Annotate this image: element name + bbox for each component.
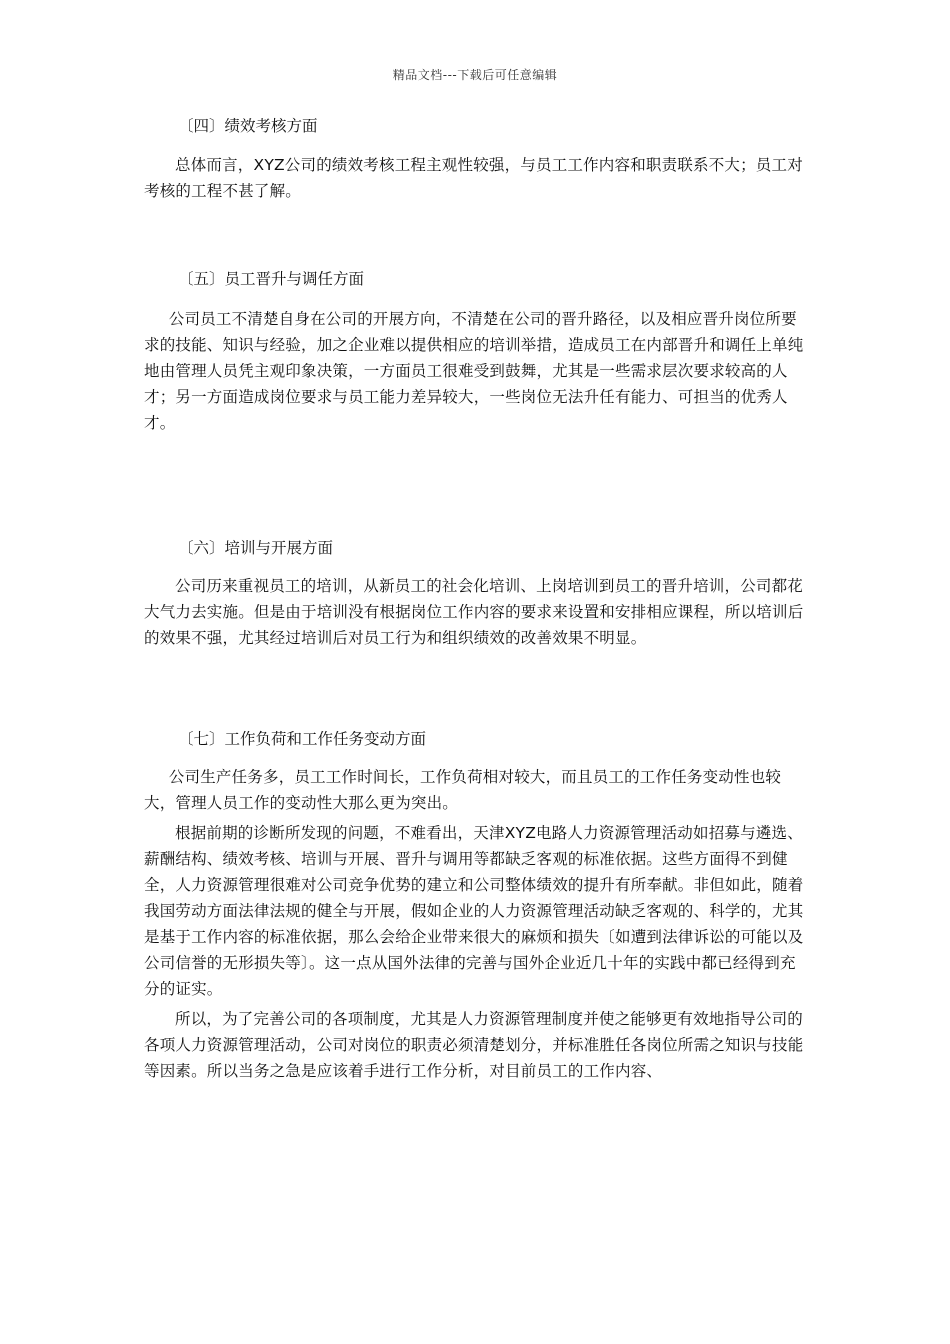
section-heading-4: 〔四〕绩效考核方面: [178, 117, 318, 135]
section-heading-6: 〔六〕培训与开展方面: [178, 539, 334, 557]
paragraph: 公司员工不清楚自身在公司的开展方向，不清楚在公司的晋升路径，以及相应晋升岗位所要求的技能、知识与经验，加之企业难以提供相应的培训举措，造成员工在内部晋升和调任上单纯地由管理人员凭主观印象决策，一方面员工很难受到鼓舞，尤其是一些需求层次要求较高的人才；另一方面造成岗位要求与员工能力差异较大，一些岗位无法升任有能力、可担当的优秀人才。: [144, 310, 804, 432]
paragraph: 所以，为了完善公司的各项制度，尤其是人力资源管理制度并使之能够更有效地指导公司的各项人力资源管理活动，公司对岗位的职责必须清楚划分，并标准胜任各岗位所需之知识与技能等因素。所以当务之急是应该着手进行工作分析，对目前员工的工作内容、: [144, 1010, 804, 1080]
section-body-4: [144, 152, 809, 204]
paragraph: 根据前期的诊断所发现的问题，不难看出，天津XYZ电路人力资源管理活动如招募与遴选、薪酬结构、绩效考核、培训与开展、晋升与调用等都缺乏客观的标准依据。这些方面得不到健全，人力资源管理很难对公司竞争优势的建立和公司整体绩效的提升有所奉献。非但如此，随着我国劳动方面法律法规的健全与开展，假如企业的人力资源管理活动缺乏客观的、科学的，尤其是基于工作内容的标准依据，那么会给企业带来很大的麻烦和损失〔如遭到法律诉讼的可能以及公司信誉的无形损失等〕。这一点从国外法律的完善与国外企业近几十年的实践中都已经得到充分的证实。: [144, 824, 804, 998]
section-heading-7: 〔七〕工作负荷和工作任务变动方面: [178, 730, 427, 748]
paragraph: 公司历来重视员工的培训，从新员工的社会化培训、上岗培训到员工的晋升培训，公司都花大气力去实施。但是由于培训没有根据岗位工作内容的要求来设置和安排相应课程，所以培训后的效果不强，尤其经过培训后对员工行为和组织绩效的改善效果不明显。: [144, 577, 804, 647]
section-body-5: [144, 306, 809, 436]
paragraph: 公司生产任务多，员工工作时间长，工作负荷相对较大，而且员工的工作任务变动性也较大，管理人员工作的变动性大那么更为突出。: [144, 768, 782, 812]
section-heading-5: 〔五〕员工晋升与调任方面: [178, 270, 365, 288]
section-body-7: [144, 764, 809, 1084]
section-body-6: [144, 573, 809, 651]
page-header: 精品文档---下载后可任意编辑: [392, 68, 558, 82]
paragraph: 总体而言，XYZ公司的绩效考核工程主观性较强，与员工工作内容和职责联系不大；员工对考核的工程不甚了解。: [144, 156, 803, 200]
